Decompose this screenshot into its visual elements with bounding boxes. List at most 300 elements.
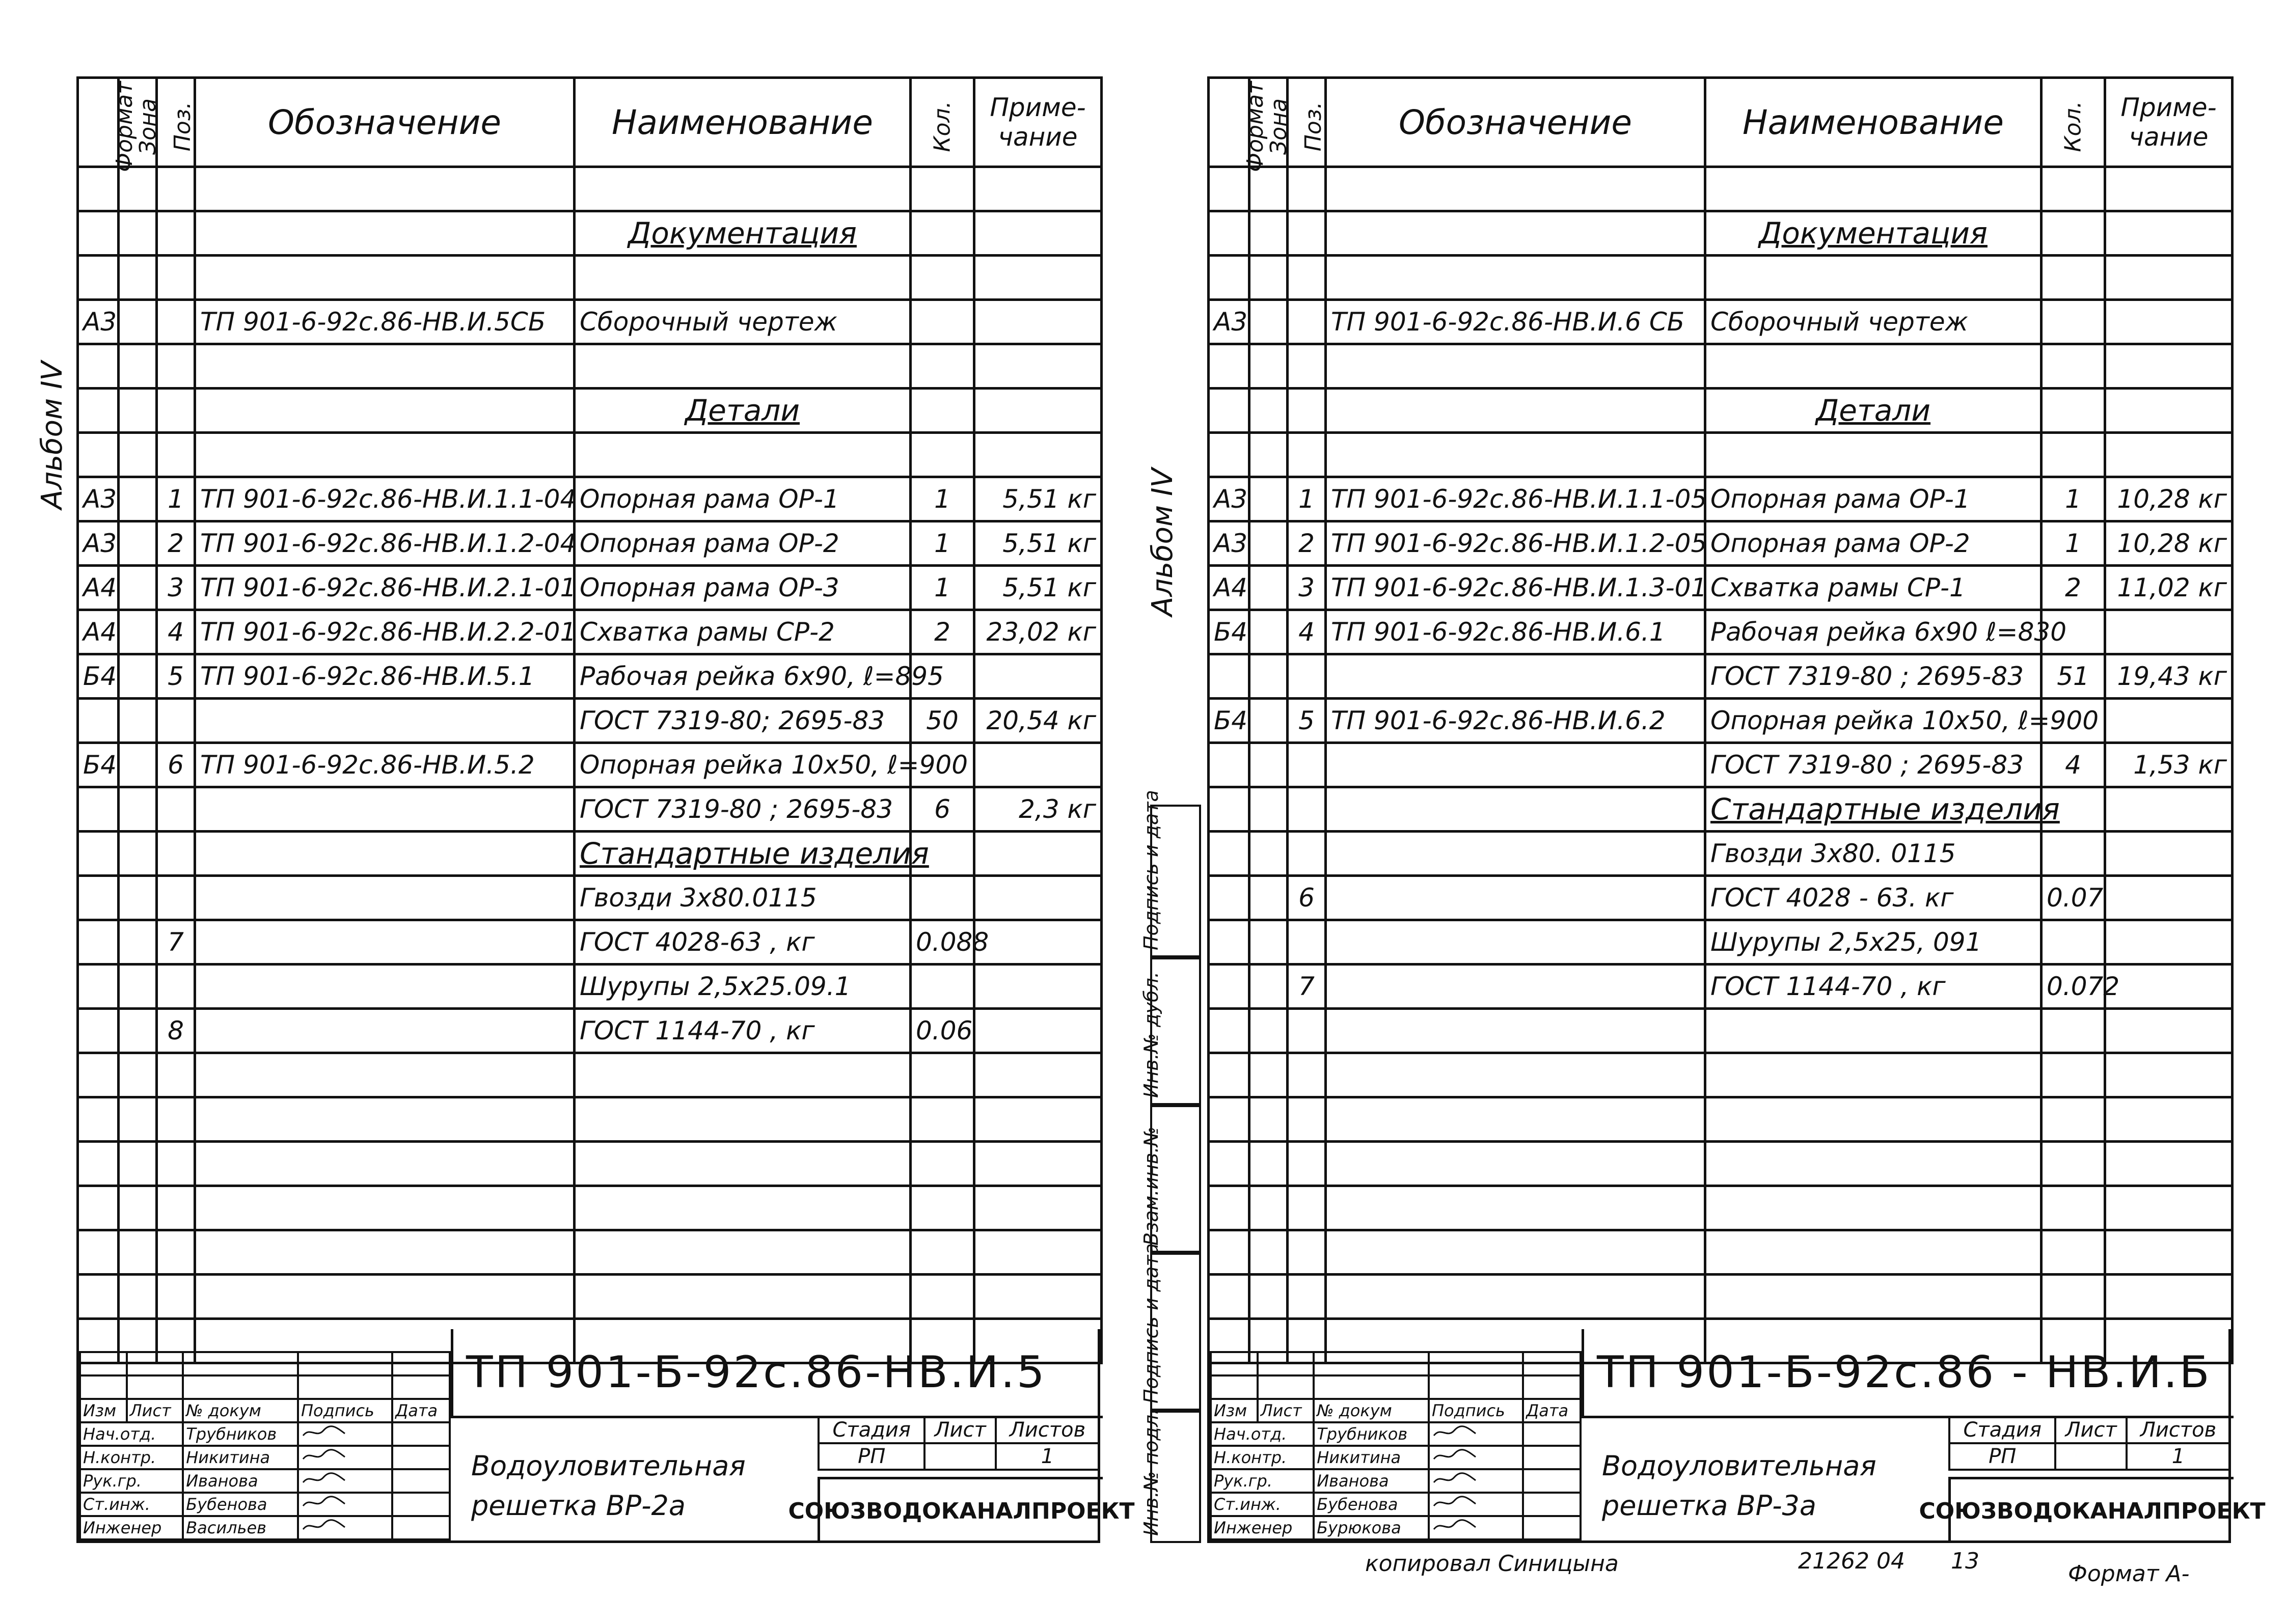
table-row [1209,1142,2233,1186]
position-cell [1288,211,1326,256]
table-row [1209,1097,2233,1142]
table-row [1209,832,2233,876]
note-cell [974,654,1102,699]
format-cell [78,256,119,300]
quantity-cell: 1 [911,477,974,521]
note-cell [974,965,1102,1009]
designation-cell: ТП 901-6-92с.86-НВ.И.5СБ [195,300,575,344]
designation-cell [1326,1097,1705,1142]
quantity-cell: 4 [2042,743,2105,787]
signature-row [1211,1493,1581,1516]
signature-person: Трубников [1314,1422,1429,1446]
name-cell [575,256,911,300]
note-cell [974,300,1102,344]
designation-cell [195,699,575,743]
name-cell [575,1097,911,1142]
name-cell: ГОСТ 1144-70 , кг [575,1009,911,1053]
note-cell [2105,1275,2233,1319]
table-row [78,965,1102,1009]
position-cell [1288,1275,1326,1319]
signature-mark [298,1493,392,1516]
designation-cell [195,389,575,433]
note-cell: 20,54 кг [974,699,1102,743]
signature-row [80,1469,450,1493]
quantity-cell: 2 [911,610,974,654]
designation-cell: ТП 901-6-92с.86-НВ.И.6.2 [1326,699,1705,743]
signature-person: Трубников [183,1422,298,1446]
zone-cell [119,1142,157,1186]
note-cell: 23,02 кг [974,610,1102,654]
quantity-cell: 0.06 [911,1009,974,1053]
position-cell [157,1186,195,1230]
table-row [78,256,1102,300]
name-cell: Опорная рама ОР-3 [575,566,911,610]
designation-cell [195,787,575,832]
note-cell [2105,876,2233,920]
format-cell [78,699,119,743]
format-cell [1209,256,1249,300]
designation-cell [195,167,575,211]
format-cell [78,920,119,965]
signature-mark [1429,1422,1523,1446]
designation-cell [1326,433,1705,477]
quantity-cell [911,1186,974,1230]
note-cell [974,743,1102,787]
table-row [78,610,1102,654]
spec-header [1209,78,2233,167]
album-label-left: Альбом IV [36,361,69,509]
format-cell [1209,654,1249,699]
designation-cell: ТП 901-6-92с.86-НВ.И.2.1-01 [195,566,575,610]
note-cell [2105,1053,2233,1097]
header-note: Приме-чание [974,78,1102,167]
signature-mark [298,1446,392,1469]
format-cell [78,1009,119,1053]
quantity-cell [2042,1186,2105,1230]
table-row [78,876,1102,920]
note-cell [974,1230,1102,1275]
name-cell: Шурупы 2,5х25.09.1 [575,965,911,1009]
name-cell [575,1275,911,1319]
position-cell: 1 [157,477,195,521]
format-cell [78,965,119,1009]
signature-person: Иванова [183,1469,298,1493]
table-row [78,1142,1102,1186]
name-cell: Сборочный чертеж [1705,300,2042,344]
quantity-cell: 50 [911,699,974,743]
quantity-cell [911,1275,974,1319]
designation-cell [195,256,575,300]
header-format: Формат [1209,78,1249,167]
signature-header-cell: Дата [392,1399,450,1422]
format-note: Формат А- [2068,1561,2190,1587]
designation-cell [1326,1275,1705,1319]
position-cell [157,1230,195,1275]
quantity-cell [911,1097,974,1142]
position-cell [1288,920,1326,965]
signature-person: Никитина [1314,1446,1429,1469]
note-cell [974,1186,1102,1230]
position-cell [157,965,195,1009]
designation-cell [1326,167,1705,211]
quantity-cell [2042,920,2105,965]
format-cell: А4 [1209,566,1249,610]
position-cell [157,256,195,300]
zone-cell [1249,1142,1288,1186]
format-cell [78,344,119,389]
table-row [78,699,1102,743]
format-cell [1209,433,1249,477]
table-row [78,300,1102,344]
designation-cell [195,1142,575,1186]
table-row [78,743,1102,787]
signature-header-cell: Изм [1211,1399,1258,1422]
table-row [78,566,1102,610]
table-row [1209,743,2233,787]
table-row [78,1186,1102,1230]
position-cell [157,389,195,433]
designation-cell [1326,256,1705,300]
header-zone: Зона [119,78,157,167]
format-cell: Б4 [1209,699,1249,743]
name-cell: Схватка рамы СР-2 [575,610,911,654]
position-cell [1288,1053,1326,1097]
quantity-cell: 1 [2042,521,2105,566]
position-cell [1288,1097,1326,1142]
name-cell [1705,167,2042,211]
signature-row [80,1446,450,1469]
signature-header [1211,1399,1581,1422]
name-cell [575,1142,911,1186]
zone-cell [119,610,157,654]
format-cell [78,211,119,256]
zone-cell [1249,300,1288,344]
zone-cell [119,256,157,300]
name-cell [1705,1186,2042,1230]
header-pos: Поз. [1288,78,1326,167]
designation-cell [1326,1142,1705,1186]
name-cell [1705,1097,2042,1142]
zone-cell [1249,1053,1288,1097]
designation-cell [195,876,575,920]
designation-cell [1326,344,1705,389]
note-cell: 19,43 кг [2105,654,2233,699]
organization: СОЮЗВОДОКАНАЛПРОЕКТ [1948,1477,2234,1543]
signature-row [1211,1422,1581,1446]
note-cell: 5,51 кг [974,566,1102,610]
name-cell [1705,433,2042,477]
format-cell: А3 [1209,521,1249,566]
table-row [78,1097,1102,1142]
name-cell [1705,1053,2042,1097]
position-cell: 2 [1288,521,1326,566]
table-row [78,1009,1102,1053]
designation-cell: ТП 901-6-92с.86-НВ.И.5.2 [195,743,575,787]
table-row [78,389,1102,433]
name-cell: ГОСТ 7319-80 ; 2695-83 [1705,743,2042,787]
signature-header-cell: Лист [1258,1399,1314,1422]
position-cell [157,433,195,477]
stage-table: Стадия Лист Листов РП 1 [818,1416,1100,1471]
name-cell: Сборочный чертеж [575,300,911,344]
zone-cell [1249,610,1288,654]
quantity-cell [911,211,974,256]
position-cell [1288,1009,1326,1053]
zone-cell [1249,477,1288,521]
designation-cell [1326,743,1705,787]
position-cell [157,167,195,211]
position-cell [157,300,195,344]
zone-cell [119,389,157,433]
note-cell [2105,1186,2233,1230]
zone-cell [119,699,157,743]
format-cell [1209,787,1249,832]
format-cell [1209,1142,1249,1186]
signature-role: Инженер [1211,1516,1314,1539]
signature-mark [298,1516,392,1539]
name-cell: Шурупы 2,5х25, 091 [1705,920,2042,965]
note-cell [2105,610,2233,654]
note-cell [974,389,1102,433]
zone-cell [1249,965,1288,1009]
note-cell [2105,832,2233,876]
format-cell [1209,965,1249,1009]
note-cell [974,344,1102,389]
signature-role: Н.контр. [80,1446,183,1469]
table-row [78,1275,1102,1319]
format-cell [78,389,119,433]
signature-mark [1429,1493,1523,1516]
signature-person: Иванова [1314,1469,1429,1493]
name-cell: ГОСТ 7319-80 ; 2695-83 [1705,654,2042,699]
zone-cell [119,787,157,832]
document-name: Водоуловительная решетка ВР-3а [1602,1450,1876,1522]
format-cell: А3 [1209,300,1249,344]
note-cell: 10,28 кг [2105,477,2233,521]
format-cell: А3 [78,477,119,521]
signature-person: Васильев [183,1516,298,1539]
designation-cell: ТП 901-6-92с.86-НВ.И.6 СБ [1326,300,1705,344]
note-cell [974,256,1102,300]
name-cell: ГОСТ 4028-63 , кг [575,920,911,965]
designation-cell: ТП 901-6-92с.86-НВ.И.6.1 [1326,610,1705,654]
signature-header-cell: Подпись [1429,1399,1523,1422]
position-cell [1288,832,1326,876]
format-cell [78,876,119,920]
designation-cell [1326,1009,1705,1053]
signature-header-cell: № докум [183,1399,298,1422]
designation-cell [195,344,575,389]
note-cell [974,1275,1102,1319]
position-cell [1288,389,1326,433]
table-row [1209,876,2233,920]
designation-cell [1326,832,1705,876]
position-cell [157,699,195,743]
signature-row [1211,1469,1581,1493]
zone-cell [1249,699,1288,743]
note-cell [2105,787,2233,832]
format-cell [78,1230,119,1275]
table-row [78,211,1102,256]
zone-cell [119,167,157,211]
format-cell [1209,832,1249,876]
name-cell: Опорная рейка 10х50, ℓ=900 [1705,699,2042,743]
format-cell [1209,1097,1249,1142]
table-row [1209,920,2233,965]
designation-cell [1326,1186,1705,1230]
position-cell [1288,743,1326,787]
zone-cell [119,832,157,876]
designation-cell: ТП 901-6-92с.86-НВ.И.1.1-04 [195,477,575,521]
designation-cell [195,965,575,1009]
name-cell: Опорная рама ОР-2 [575,521,911,566]
note-cell [974,433,1102,477]
format-cell [1209,743,1249,787]
signature-mark [298,1422,392,1446]
zone-cell [1249,211,1288,256]
position-cell [1288,654,1326,699]
title-block-left [76,1329,1135,1543]
name-cell [1705,1142,2042,1186]
signature-row [80,1516,450,1539]
zone-cell [1249,876,1288,920]
quantity-cell [2042,300,2105,344]
position-cell: 4 [157,610,195,654]
format-cell: А4 [78,610,119,654]
quantity-cell: 0.072 [2042,965,2105,1009]
name-cell: ГОСТ 1144-70 , кг [1705,965,2042,1009]
note-cell: 2,3 кг [974,787,1102,832]
name-cell: Опорная рама ОР-2 [1705,521,2042,566]
format-cell [1209,1186,1249,1230]
name-cell: Рабочая рейка 6х90, ℓ=895 [575,654,911,699]
note-cell [2105,1097,2233,1142]
name-cell: Стандартные изделия [575,832,911,876]
format-cell [78,1097,119,1142]
designation-cell [195,832,575,876]
quantity-cell [2042,1275,2105,1319]
zone-cell [1249,1230,1288,1275]
signature-row [80,1422,450,1446]
quantity-cell [2042,211,2105,256]
header-name: Наименование [575,78,911,167]
table-row [1209,344,2233,389]
stamp-cell: Инв.№ дубл. [1150,957,1201,1105]
quantity-cell: 51 [2042,654,2105,699]
quantity-cell [911,433,974,477]
position-cell [157,876,195,920]
format-cell: Б4 [78,743,119,787]
signature-mark [298,1469,392,1493]
quantity-cell [2042,344,2105,389]
position-cell: 7 [157,920,195,965]
table-row [1209,477,2233,521]
zone-cell [1249,566,1288,610]
position-cell [1288,344,1326,389]
signature-row [80,1493,450,1516]
header-qty: Кол. [2042,78,2105,167]
signature-mark [1429,1469,1523,1493]
signature-role: Нач.отд. [1211,1422,1314,1446]
position-cell: 5 [1288,699,1326,743]
signature-mark [1429,1516,1523,1539]
quantity-cell [911,1142,974,1186]
zone-cell [119,211,157,256]
table-row [1209,167,2233,211]
name-cell [575,1053,911,1097]
position-cell: 3 [1288,566,1326,610]
stamp-cell: Подпись и дата [1150,1253,1201,1411]
quantity-cell [2042,1230,2105,1275]
note-cell [2105,344,2233,389]
designation-cell [1326,1053,1705,1097]
zone-cell [1249,832,1288,876]
note-cell [2105,965,2233,1009]
signature-table-right [1210,1351,1582,1540]
signature-header-cell: Изм [80,1399,127,1422]
name-cell [1705,1275,2042,1319]
zone-cell [1249,521,1288,566]
designation-cell: ТП 901-6-92с.86-НВ.И.1.2-04 [195,521,575,566]
note-cell [2105,1142,2233,1186]
table-row [1209,521,2233,566]
quantity-cell [911,965,974,1009]
zone-cell [1249,389,1288,433]
quantity-cell [911,389,974,433]
name-cell [575,1186,911,1230]
quantity-cell [911,344,974,389]
position-cell: 5 [157,654,195,699]
format-cell [1209,211,1249,256]
note-cell [2105,389,2233,433]
quantity-cell [2042,389,2105,433]
position-cell [157,211,195,256]
note-cell [2105,433,2233,477]
table-row [1209,1186,2233,1230]
note-cell: 11,02 кг [2105,566,2233,610]
stamp-cell: Взам.инв.№ [1150,1105,1201,1253]
quantity-cell: 1 [911,566,974,610]
designation-cell: ТП 901-6-92с.86-НВ.И.1.2-05 [1326,521,1705,566]
table-row [78,344,1102,389]
designation-cell [1326,211,1705,256]
signature-mark [1429,1446,1523,1469]
name-cell [575,1230,911,1275]
quantity-cell [911,876,974,920]
zone-cell [119,1097,157,1142]
format-cell [78,787,119,832]
note-cell [974,1142,1102,1186]
note-cell [2105,699,2233,743]
zone-cell [119,521,157,566]
table-row [78,1230,1102,1275]
name-cell [1705,1009,2042,1053]
format-cell [1209,167,1249,211]
note-cell [974,1053,1102,1097]
quantity-cell: 1 [911,521,974,566]
zone-cell [119,300,157,344]
signature-header [80,1399,450,1422]
table-row [1209,1009,2233,1053]
name-cell: Документация [575,211,911,256]
position-cell: 6 [157,743,195,787]
position-cell [157,1275,195,1319]
zone-cell [1249,743,1288,787]
note-cell [2105,1230,2233,1275]
table-row [1209,256,2233,300]
table-row [78,433,1102,477]
designation-cell [195,1186,575,1230]
